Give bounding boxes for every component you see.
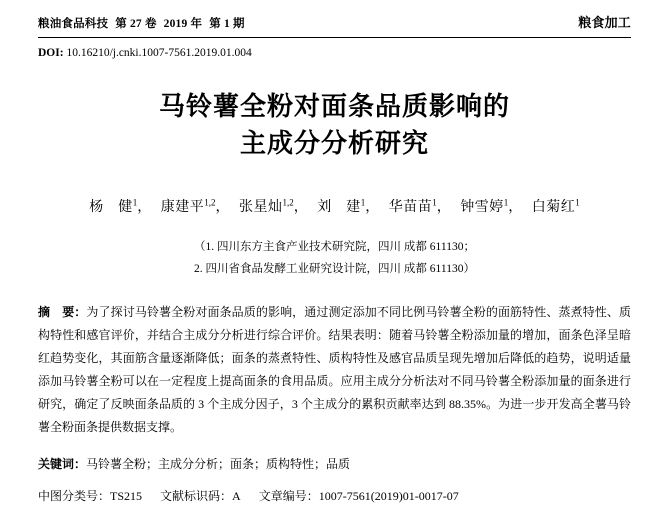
author-name: 杨 健 [89, 199, 133, 215]
author-name: 华苗苗 [388, 199, 433, 215]
title-line-2: 主成分分析研究 [239, 128, 429, 158]
section-label: 粮食加工 [578, 15, 631, 30]
journal-name: 粮油食品科技 [38, 18, 109, 30]
author [388, 197, 437, 215]
author-affil-marker: 1 [132, 197, 138, 208]
article-id-value: 1007-7561(2019)01-0017-07 [318, 489, 459, 504]
issue-label: 第 1 期 [209, 18, 245, 30]
page-title [38, 89, 631, 163]
keywords-label: 关键词： [38, 456, 87, 471]
running-head [38, 0, 631, 31]
author-affil-marker: 1 [360, 197, 366, 208]
author-name: 白菊红 [531, 199, 576, 215]
author [317, 197, 366, 215]
keywords-text: 马铃薯全粉；主成分分析；面条；质构特性；品质 [86, 456, 351, 471]
author-name: 张星灿 [239, 199, 283, 215]
author [531, 197, 580, 215]
abstract-label: 摘 要： [38, 304, 87, 319]
affiliation-1: （1. 四川东方主食产业技术研究院，四川 成都 611130； [194, 240, 475, 253]
author-affil-marker: 1,2 [282, 197, 294, 208]
running-head-left [38, 15, 245, 31]
clc-value: TS215 [110, 489, 143, 504]
document-code-label: 文献标识码： [160, 489, 233, 504]
volume-label: 第 27 卷 [115, 18, 157, 30]
author-name: 钟雪婷 [460, 199, 504, 215]
document-code-value: A [232, 489, 241, 504]
author [89, 197, 138, 215]
author [239, 197, 294, 215]
author [160, 197, 216, 215]
classification-line [38, 486, 631, 508]
author-affil-marker: 1 [432, 197, 437, 208]
header-divider [38, 37, 631, 38]
author [460, 197, 509, 215]
author-name: 康建平 [160, 199, 205, 215]
doi-label: DOI: [38, 47, 64, 59]
author-affil-marker: 1 [575, 197, 580, 208]
year-label: 2019 年 [163, 18, 203, 30]
keywords-block [38, 454, 631, 476]
author-affil-marker: 1 [503, 197, 509, 208]
clc-label: 中图分类号： [38, 489, 111, 504]
article-id-label: 文章编号： [258, 489, 319, 504]
doi-value: 10.16210/j.cnki.1007-7561.2019.01.004 [66, 47, 252, 59]
author-name: 刘 建 [317, 199, 361, 215]
doi-line [38, 47, 631, 59]
abstract-text: 为了探讨马铃薯全粉对面条品质的影响，通过测定添加不同比例马铃薯全粉的面筋特性、蒸煮特性、质构特性和感官评价，并结合主成分分析进行综合评价。结果表明：随着马铃薯全粉添加量的增加，面条色泽呈暗红趋势变化，其面筋含量逐渐降低；面条的蒸煮特性、质构特性及感官品质呈现先增加后降低的趋势，说明适量添加马铃薯全粉可以在一定程度上提高面条的食用品质。应用主成分分析法对不同马铃薯全粉添加量的面条进行研究，确定了反映面条品质的 3 个主成分因子，3 个主成分的累积贡献率达到 88.35%。为进一步开发高全薯马铃薯全粉面条提供数据支撑。 [38, 304, 631, 434]
author-list: 杨 健$^1$， 康建平$^{1,2}$， 张星灿$^{1,2}$， 刘 建$^1$， 华苗苗$^1$， 钟雪婷$^1$， 白菊红$^1$ [89, 197, 580, 215]
title-line-1: 马铃薯全粉对面条品质影响的 [158, 92, 510, 121]
affiliation-2: 2. 四川省食品发酵工业研究设计院，四川 成都 611130） [194, 263, 475, 276]
author-affil-marker: 1,2 [204, 197, 216, 208]
affiliation-list [38, 236, 631, 281]
abstract-block [38, 301, 631, 439]
